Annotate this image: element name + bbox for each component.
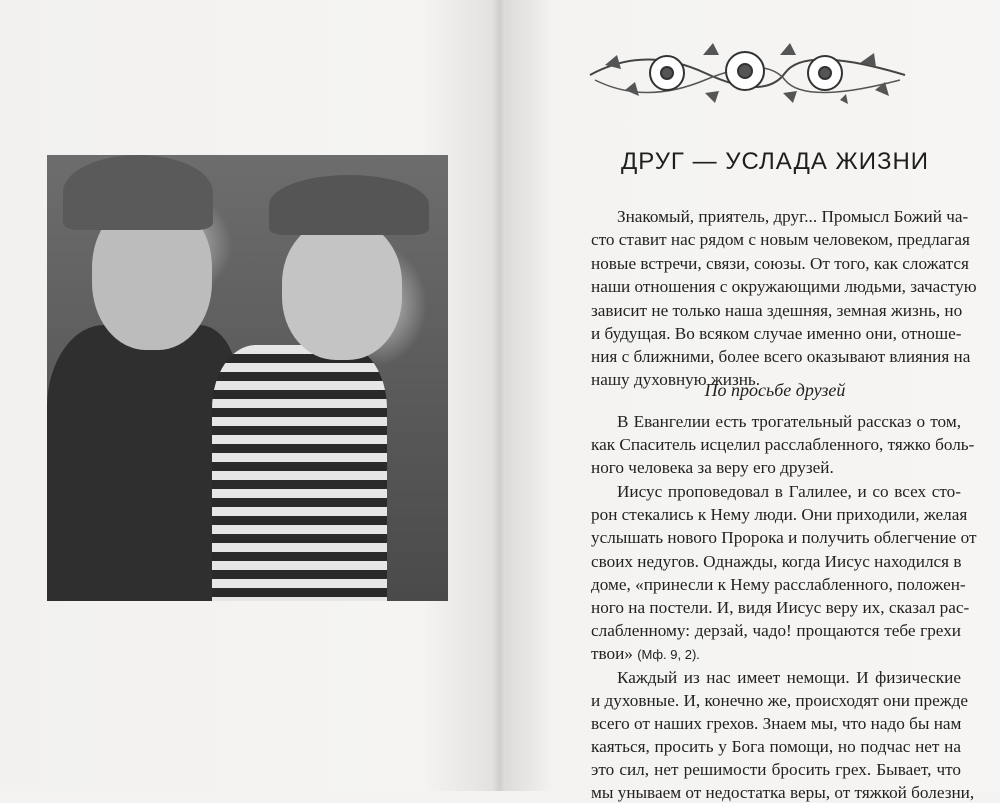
text-line: Знакомый, приятель, друг... Промысл Божий ча- xyxy=(617,207,969,226)
boy-left-coat xyxy=(47,325,237,601)
photo-two-boys xyxy=(47,155,448,601)
text-line: это сил, нет решимости бросить грех. Бывает, что xyxy=(591,760,961,779)
text-line: всего от наших грехов. Знаем мы, что надо бы нам xyxy=(591,714,962,733)
text-line: рон стекались к Нему люди. Они приходили, желая xyxy=(591,505,968,524)
boy-left-cap xyxy=(63,155,213,230)
text-line: и будущая. Во всяком случае именно они, отноше- xyxy=(591,324,962,343)
text-line: ного человека за веру его друзей. xyxy=(591,458,834,477)
scripture-reference: (Мф. 9, 2). xyxy=(637,647,700,662)
boy-right-striped-shirt xyxy=(212,345,387,601)
boy-right-face xyxy=(282,220,402,360)
text-line: и духовные. И, конечно же, происходят они прежде xyxy=(591,691,968,710)
text-line: сто ставит нас рядом с новым человеком, предлагая xyxy=(591,230,970,249)
text-line: услышать нового Пророка и получить облегчение от xyxy=(591,528,977,547)
text-line: В Евангелии есть трогательный рассказ о том, xyxy=(617,412,961,431)
text-line: зависит не только наша здешняя, земная жизнь, но xyxy=(591,301,963,320)
text-line xyxy=(591,644,961,665)
text-line: доме, «принесли к Нему расслабленного, положен- xyxy=(591,575,966,594)
text-line: как Спаситель исцелил расслабленного, тяжко боль- xyxy=(591,435,975,454)
text-line: новые встречи, связи, союзы. От того, как сложатся xyxy=(591,254,969,273)
text-line: мы унываем от недостатка веры, от тяжкой болезни, xyxy=(591,783,975,802)
floral-ornament xyxy=(585,35,910,105)
chapter-title: ДРУГ — УСЛАДА ЖИЗНИ xyxy=(620,148,930,175)
text-line: нашу духовную жизнь. xyxy=(591,370,761,389)
text-line: своих недугов. Однажды, когда Иисус находился в xyxy=(591,552,962,571)
left-page xyxy=(0,0,495,791)
text-line: слабленному: дерзай, чадо! прощаются тебе грехи xyxy=(591,621,961,640)
boy-right-cap xyxy=(269,175,429,235)
text-line: наши отношения с окружающими людьми, зачастую xyxy=(591,277,977,296)
text-line: каяться, просить у Бога помощи, но подчас нет на xyxy=(591,737,961,756)
text-line: Иисус проповедовал в Галилее, и со всех сто- xyxy=(617,482,961,501)
text-line-fragment: твои» xyxy=(591,644,633,663)
text-line: ного на постели. И, видя Иисус веру их, сказал рас- xyxy=(591,598,970,617)
section-title: По просьбе друзей xyxy=(704,380,846,400)
text-line: ния с ближними, более всего оказывают влияния на xyxy=(591,347,971,366)
text-line: Каждый из нас имеет немощи. И физические xyxy=(617,668,961,687)
